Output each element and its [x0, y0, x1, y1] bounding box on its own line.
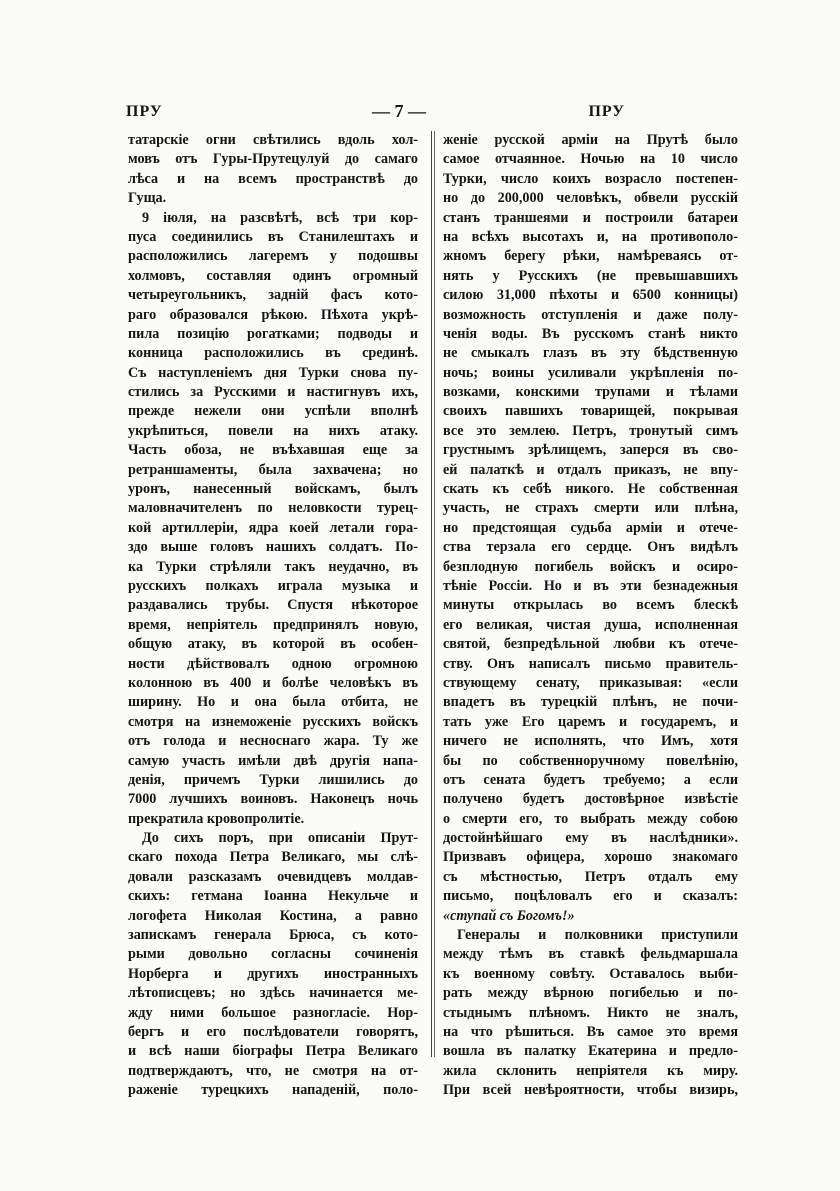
- column-divider-rule: [431, 131, 432, 1057]
- text-line: маловначителенъ по неловкости турец-: [128, 500, 418, 517]
- text-line: 7000 лучшихъ воиновъ. Наконецъ ночь: [128, 791, 418, 808]
- text-line: о смерти его, то выбрать между собою: [443, 810, 738, 827]
- text-line: достойнѣйшаго ему въ наслѣдники».: [443, 830, 738, 847]
- text-line: скать къ себѣ никого. Не собственная: [443, 481, 738, 498]
- text-line: запискамъ генерала Брюса, съ кото-: [128, 927, 418, 944]
- text-line: впадетъ въ турецкій плѣнъ, не почи-: [443, 694, 738, 711]
- text-line: Турки, число коихъ возрасло постепен-: [443, 170, 738, 187]
- text-line: ства терзала его сердце. Онъ видѣлъ: [443, 539, 738, 556]
- text-line: уронъ, нанесенный войскамъ, былъ: [128, 481, 418, 498]
- text-line: участь, не страхъ смерти или плѣна,: [443, 500, 738, 517]
- text-line: ству. Онъ написалъ письмо правитель-: [443, 655, 738, 672]
- right-text-column: [443, 131, 738, 1101]
- text-line: стыднымъ плѣномъ. Никто не зналъ,: [443, 1004, 738, 1021]
- page-number: — 7 —: [372, 101, 426, 121]
- text-line: женіе русской арміи на Прутѣ было: [443, 132, 738, 148]
- text-line: раженіе турецкихъ нападеній, поло-: [128, 1082, 418, 1099]
- text-line: ретраншаменты, была захвачена; но: [128, 461, 418, 478]
- text-line: станъ траншеями и построили батареи: [443, 209, 738, 226]
- text-line: Норберга и другихъ иностранныхъ: [128, 965, 418, 982]
- text-line: До сихъ поръ, при описаніи Прут-: [142, 830, 418, 847]
- text-line: конница расположились въ срединѣ.: [128, 345, 418, 362]
- text-line: раго образовался рѣкою. Пѣхота укрѣ-: [128, 306, 418, 323]
- text-line: жила склонить непріятеля къ миру.: [443, 1062, 738, 1079]
- text-line: довали разсказамъ очевидцевъ молдав-: [128, 868, 418, 885]
- text-line: татарскіе огни свѣтились вдоль хол-: [128, 132, 418, 148]
- text-line: Часть обоза, не въѣхавшая еще за: [128, 442, 418, 459]
- text-line: пила позицію рогатками; подводы и: [128, 325, 418, 342]
- text-line: отъ голода и несноснаго жара. Ту же: [128, 733, 418, 750]
- running-header: [125, 103, 625, 127]
- text-line: ничего не исполнять, что Имъ, хотя: [443, 733, 738, 750]
- text-line: жномъ берегу рѣки, намѣреваясь от-: [443, 248, 738, 265]
- text-line: своихъ павшихъ товарищей, покрывая: [443, 403, 738, 420]
- text-line: жду ними большое разногласіе. Нор-: [128, 1004, 418, 1021]
- text-line: рать между вѣрною погибелью и по-: [443, 985, 738, 1002]
- text-line: денія, причемъ Турки лишились до: [128, 771, 418, 788]
- text-line: минуты открылась во всемъ блескѣ: [443, 597, 738, 614]
- text-line: самую участь имѣли двѣ другія напа-: [128, 752, 418, 769]
- text-line: укрѣпиться, повели на нихъ атаку.: [128, 422, 418, 439]
- text-line: возможность отступленія и даже полу-: [443, 306, 738, 323]
- text-line: 9 іюля, на разсвѣтѣ, всѣ три кор-: [142, 209, 418, 226]
- text-line: его великая, чистая душа, исполненная: [443, 616, 738, 633]
- text-line: грустнымъ зрѣлищемъ, заперся въ сво-: [443, 442, 738, 459]
- text-line: на всѣхъ высотахъ и, на противополо-: [443, 228, 738, 245]
- left-text-column: [128, 131, 418, 1101]
- text-line: время, непріятель предпринялъ новую,: [128, 616, 418, 633]
- column-divider-rule-second: [434, 131, 435, 1057]
- text-line: бергъ и его послѣдователи говорятъ,: [128, 1023, 418, 1040]
- text-line: на что рѣшиться. Въ самое это время: [443, 1023, 738, 1040]
- text-line: мовъ отъ Гуры-Прутецулуй до самаго: [128, 151, 418, 168]
- text-line: ка Турки стрѣляли такъ неудачно, въ: [128, 558, 418, 575]
- text-line: получено будетъ достовѣрное извѣстіе: [443, 791, 738, 808]
- text-line: но до 200,000 человѣкъ, обвели русскій: [443, 190, 738, 207]
- text-line: «ступай съ Богомъ!»: [443, 907, 575, 924]
- text-line: съ мѣстностью, Петръ отдалъ ему: [443, 868, 738, 885]
- text-line: ей палаткѣ и отдалъ приказъ, не впу-: [443, 461, 738, 478]
- text-line: ширину. Но и она была отбита, не: [128, 694, 418, 711]
- text-line: лѣса и на всемъ пространствѣ до: [128, 170, 418, 187]
- text-line: четыреугольникъ, задній фасъ кото-: [128, 287, 418, 304]
- text-line: письмо, поцѣловалъ его и сказалъ:: [443, 888, 738, 905]
- text-line: самое отчаянное. Ночью на 10 число: [443, 151, 738, 168]
- text-line: расположились лагеремъ у подошвы: [128, 248, 418, 265]
- text-line: скихъ: гетмана Іоанна Некульче и: [128, 888, 418, 905]
- text-line: логофета Николая Костина, а равно: [128, 907, 418, 924]
- text-line: тать уже Его царемъ и государемъ, и: [443, 713, 738, 730]
- text-line: Съ наступленіемъ дня Турки снова пу-: [128, 364, 418, 381]
- text-line: все это землею. Петръ, тронутый симъ: [443, 422, 738, 439]
- text-line: вошла въ палатку Екатерина и предло-: [443, 1043, 738, 1060]
- text-line: подтверждаютъ, что, не смотря на от-: [128, 1062, 418, 1079]
- text-line: но предстоящая судьба арміи и отече-: [443, 519, 738, 536]
- text-line: Генералы и полковники приступили: [457, 927, 738, 944]
- text-line: бы по собственноручному повелѣнію,: [443, 752, 738, 769]
- text-line: святой, безпредѣльной любви къ отече-: [443, 636, 738, 653]
- text-line: кой артиллеріи, ядра коей летали гора-: [128, 519, 418, 536]
- text-line: раздавались трубы. Спустя нѣкоторое: [128, 597, 418, 614]
- text-line: ности дѣйствовалъ одною огромною: [128, 655, 418, 672]
- text-line: ночь; воины усиливали укрѣпленія по-: [443, 364, 738, 381]
- text-line: здо выше головъ нашихъ солдатъ. По-: [128, 539, 418, 556]
- text-line: не смыкалъ глазъ въ эту бѣдственную: [443, 345, 738, 362]
- text-line: тѣніе Россіи. Но и въ эти безнадежныя: [443, 577, 738, 594]
- text-line: возками, конскими трупами и тѣлами: [443, 384, 738, 401]
- text-line: прекратила кровопролитіе.: [128, 810, 305, 827]
- header-right-title: ПРУ: [588, 103, 625, 120]
- text-line: прежде нежели они успѣли вполнѣ: [128, 403, 418, 420]
- text-line: и всѣ наши біографы Петра Великаго: [128, 1043, 418, 1060]
- text-line: лѣтописцевъ; но здѣсь начинается ме-: [128, 985, 418, 1002]
- text-line: скаго похода Петра Великаго, мы слѣ-: [128, 849, 418, 866]
- header-left-title: ПРУ: [126, 103, 163, 120]
- text-line: пуса соединились въ Станилештахъ и: [128, 228, 418, 245]
- text-line: силою 31,000 пѣхоты и 6500 конницы): [443, 287, 738, 304]
- text-line: рыми довольно согласны сочиненія: [128, 946, 418, 963]
- text-line: русскихъ полкахъ играла музыка и: [128, 577, 418, 594]
- text-line: къ военному совѣту. Оставалось выби-: [443, 965, 738, 982]
- text-line: При всей невѣроятности, чтобы визирь,: [443, 1082, 738, 1099]
- text-line: ствующему сенату, приказывая: «если: [443, 674, 738, 691]
- text-line: колонною въ 400 и болѣе человѣкъ въ: [128, 674, 418, 691]
- text-line: смотря на изнеможеніе русскихъ войскъ: [128, 713, 418, 730]
- text-line: Призвавъ офицера, хорошо знакомаго: [443, 849, 738, 866]
- text-line: безплодную погибель войскъ и осиро-: [443, 558, 738, 575]
- text-line: ченія воды. Въ русскомъ станѣ никто: [443, 325, 738, 342]
- text-line: холмовъ, составляя одинъ огромный: [128, 267, 418, 284]
- text-line: общую атаку, въ которой въ особен-: [128, 636, 418, 653]
- text-line: отъ сената будетъ требуемо; а если: [443, 771, 738, 788]
- text-line: нять у Русскихъ (не превышавшихъ: [443, 267, 738, 284]
- text-line: стились за Русскими и настигнувъ ихъ,: [128, 384, 418, 401]
- text-line: между тѣмъ въ ставкѣ фельдмаршала: [443, 946, 738, 963]
- text-line: Гуща.: [128, 190, 167, 207]
